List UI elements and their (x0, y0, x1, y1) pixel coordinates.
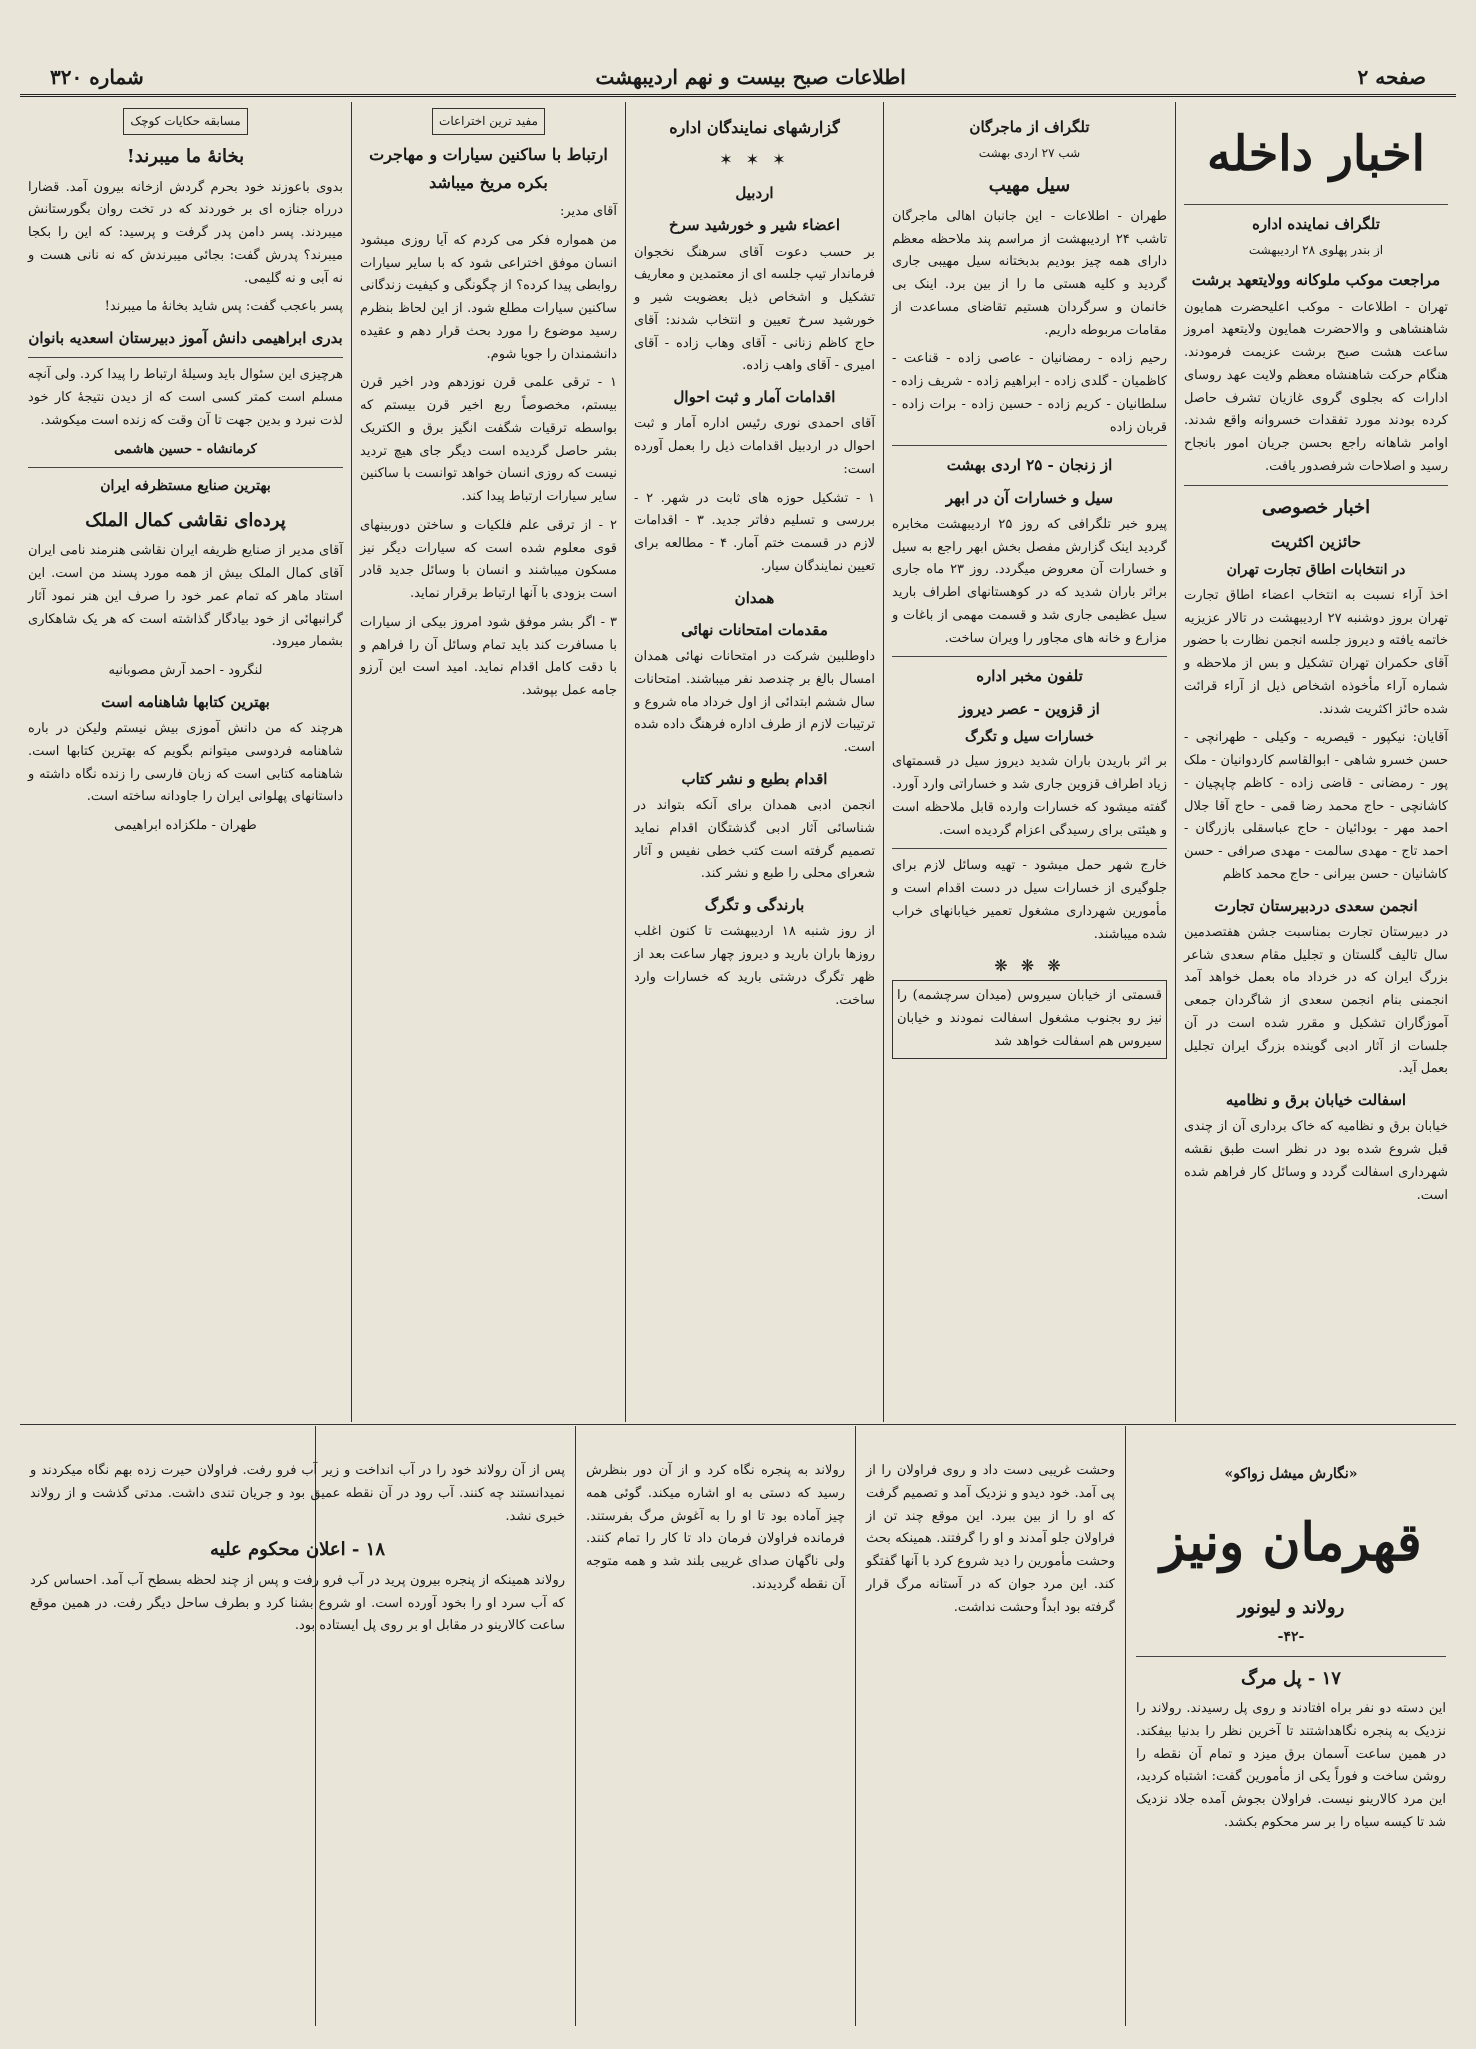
telegraph-title: مراجعت موکب ملوکانه وولایتعهد برشت (1191, 271, 1441, 290)
flood-body: طهران - اطلاعات - این جانبان اهالی ماجرگان تاشب ۲۴ اردیبهشت از مراسم پند ملاحظه معظم دارای همه چیز بودیم بدبختانه سیل مهیبی جاری گردید و کلیه هستی ما را از بین برد. اینک بی خانمان و سرگردان هستیم تقاضای مساعدت از مقامات مربوطه داریم. (892, 208, 1167, 338)
column-inventions (352, 102, 625, 1422)
inventions-title: ارتباط با ساکنین سیارات و مهاجرت بکره مریخ میباشد (369, 145, 608, 192)
serial-chapter: ۱۷ - پل مرگ (1241, 1667, 1341, 1689)
school-title: انجمن سعدی دردبیرستان تجارت (1214, 896, 1418, 915)
books-author: طهران - ملکزاده ابراهیمی (114, 818, 257, 833)
column-short-stories (20, 102, 351, 1422)
serial-col2: وحشت غریبی دست داد و روی فراولان را از پی آمد. خود دیدو و نزدیک آمد و تصمیم گرفت که او را از بین ببرد. این موقع چند تن از فراولان جلو آمدند و او را گرفتند. همینکه بحث وحشت مأمورین را دید شروع کرد با آنها گفتگو کند. این مرد جوان که در آستانه مرگ قرار گرفته بود ابداً وحشت نداشت. (866, 1463, 1115, 1615)
serial-column-3 (576, 1452, 855, 2027)
serial-col4: پس از آن رولاند خود را در آب انداخت و زیر آب فرو رفت. فراولان حیرت زده بهم نگاه میکردند و نمیدانستند چه کنند. آب رود در آن نقطه عمیق بود و جریان تندی داشت. مدتی گذشت و از رولاند خبری نشد. (30, 1463, 565, 1524)
serial-col3: رولاند به پنجره نگاه کرد و از آن دور بنظرش رسید که دستی به او اشاره میکند. گوئی همه چیز آماده بود تا او را به آغوش مرگ بفرستند. فرمانده فراولان فرمان داد تا کار را تمام کنند. ولی ناگهان صدای غریبی بلند شد و همه متوجه آن نقطه گردیدند. (586, 1463, 845, 1592)
inventions-body-4: ۳ - اگر بشر موفق شود امروز بیکی از سیارات با مسافرت کند باید تمام وسائل آن را فراهم و با دقت کامل اقدام نماید. امید است این آرزو جامه عمل بپوشد. (360, 614, 617, 698)
serial-col1: این دسته دو نفر براه افتادند و روی پل رسیدند. رولاند را نزدیک به پنجره نگاهداشتند تا آخرین نظر را بدنیا بیفکند. در همین ساعت آسمان برق میزد و تمام آن نقطه را روشن ساخت و فوراً یکی از مأمورین گفت: اشتباه کردید، این مرد کالارینو نیست. فراولان بجوش آمده جلاد نزدیک شد تا کیسه سیاه را بر سر محکوم بکشد. (1136, 1701, 1446, 1830)
ornament: ✶ ✶ ✶ (719, 150, 790, 169)
zanjan-body: پیرو خبر تلگرافی که روز ۲۵ اردیبهشت مخابره گردید اینک گزارش مفصل بخش ابهر راجع به سیل و خسارات آن معروض میگردد. روز ۲۳ ماه جاری براثر باران شدید که در کوهستانهای اطراف بارید سیل عظیمی جاری شد و قسمت مهمی از باغات و مزارع و خانه های مجاور را ویران ساخت. (892, 516, 1167, 646)
majority-names: آقایان: نیکپور - قیصریه - وکیلی - طهرانچی - حسن خسرو شاهی - ابوالقاسم کاردوانیان - ملک پور - رمضانی - قاضی زاده - کاظم چاپچیان - کاشانچی - حاج محمد رضا قمی - حاج آقا جلال احمد مهر - بودائیان - حاج عباسقلی بازرگان - احمد تاج - مهدی سالمت - مهدی صرافی - حسن کاشانیان - حسن بیرانی - حاج محمد کاظم (1184, 730, 1448, 882)
telegraph-body: تهران - اطلاعات - موکب اعلیحضرت همایون شاهنشاهی و والاحضرت همایون ولایتعهد امروز ساعت هشت صبح برشت عزیمت فرمودند. هنگام حرکت شاهنشاه معظم ولایت عهد روسای ادارات که بجلوی گروی غازیان تشرف حاصل کرده بودند مورد تفقدات خسروانه واقع شدند. اوامر شاهانه راجع بحسن جریان امور بانجاح رسید و اصلاحات شرفصدور یافت. (1184, 299, 1448, 474)
crafts-title: پرده‌ای نقاشی کمال الملک (85, 509, 286, 531)
city-body: خارج شهر حمل میشود - تهیه وسائل لازم برای جلوگیری از خسارات سیل در دست اقدام است و مأمورین شهرداری مشغول تعمیر خیابانهای خراب شده میباشند. (892, 858, 1167, 942)
zanjan-heading: از زنجان - ۲۵ اردی بهشت (946, 456, 1113, 475)
serial-title-column (1126, 1452, 1456, 2027)
exam-title: مقدمات امتحانات نهائی (681, 620, 828, 639)
serial-title: قهرمان ونیز (1160, 1511, 1422, 1573)
crafts-body: آقای مدیر از صنایع ظریفه ایران نقاشی هنرمند نامی ایران آقای کمال الملک بیش از همه مورد پسند من است. این استاد ماهر که تمام عمر خود را صرف این هنر نمود آثار گرانبهائی از خود بیادگار گذاشته است که هر یک شاهکاری بشمار میرود. (28, 543, 343, 650)
map-caption: قسمتی از خیابان سیروس (میدان سرچشمه) را نیز رو بجنوب مشغول اسفالت نمودند و خیابان سیروس هم اسفالت خواهد شد (892, 980, 1167, 1058)
books-body: هرچند که من دانش آموزی بیش نیستم ولیکن در باره شاهنامه فردوسی میتوانم بگویم که بهترین کتابها است. شاهنامه کتابی است که زبان فارسی را زنده نگاه داشته و داستانهای پهلوانی ایران را جاودانه ساخته است. (28, 721, 343, 805)
story2-author: کرمانشاه - حسین هاشمی (114, 441, 257, 457)
majority-body: اخذ آراء نسبت به انتخاب اعضاء اطاق تجارت تهران بروز دوشنبه ۲۷ اردیبهشت در تالار عزیزیه خاتمه یافته و دیروز جلسه انجمن نظارت با حضور آقای حکمران تهران تشکیل و بس از ملاحظه و شماره آراء مأخوذه اشخاص ذیل از آراء قرائت شده حائز اکثریت شدند. (1184, 587, 1449, 717)
print-title: اقدام بطبع و نشر کتاب (681, 769, 828, 788)
inventions-body-3: ۲ - از ترقی علم فلکیات و ساختن دوربینهای قوی معلوم شده است که سیارات دیگر نیز مسکون میباشند و انسان با وسائل جدید قادر است بزودی با آنها ارتباط برقرار نماید. (360, 517, 617, 601)
hail-body: از روز شنبه ۱۸ اردیبهشت تا کنون اغلب روزها باران بارید و دیروز چهار ساعت بعد از ظهر تگرگ درشتی بارید که خسارات وارد ساخت. (634, 924, 875, 1008)
private-news-heading: اخبار خصوصی (1261, 496, 1371, 518)
column-domestic-news (1176, 102, 1456, 1422)
serial-announce: ۱۸ - اعلان محکوم علیه (209, 1539, 385, 1561)
tel-heading: تلگراف از ماجرگان (969, 118, 1090, 136)
story-body: بدوی باعوزند خود بحرم گردش ازخانه بیرون آمد. قضارا درراه جنازه ای بر خوردند که در تخت روان بگورستانش میبردند. پسر دامن پدر گرفت و پرسید: که این را بکجا میبرند؟ پدرش گفت: بجائی میبرندش که نه نانی هست و نه آبی و نه گلیمی. (28, 179, 343, 286)
school-body: در دبیرستان تجارت بمناسبت جشن هفتصدمین سال تالیف گلستان و تجلیل مقام سعدی شاعر بزرگ ایران که در خرداد ماه بعمل خواهد آمد انجمنی بنام انجمن سعدی از شاگردان جمعی آموزگاران تشکیل و مقرر شده است در آن جلسات از آثار ادبی گوینده بزرگ ایران تجلیل بعمل آید. (1184, 924, 1448, 1077)
column-flood-news (884, 102, 1175, 1422)
crafts-author: لنگرود - احمد آرش مصوبانیه (108, 663, 263, 678)
print-body: انجمن ادبی همدان برای آنکه بتواند در شناسائی آثار ادبی گذشتگان اقدام نماید تصمیم گرفته است کتب خطی نفیس و آثار شعرای محلی را طبع و نشر کند. (634, 798, 875, 882)
phone-heading: تلفون مخبر اداره (976, 667, 1083, 686)
serial-byline: «نگارش میشل زواکو» (1224, 1466, 1358, 1482)
census-body: آقای احمدی نوری رئیس اداره آمار و ثبت احوال در اردبیل اقدامات ذیل را بعمل آورده است: (634, 416, 875, 477)
asphalt-body: خیابان برق و نظامیه که خاک برداری آن از چندی قبل شروع شده بود در نظر است طبق نقشه شهرداری اسفالت گردد و وسائل کار فراهم شده است. (1184, 1119, 1448, 1203)
crafts-heading: بهترین صنایع مستظرفه ایران (100, 478, 271, 495)
masthead-domestic-news: اخبار داخله (1206, 126, 1425, 182)
zanjan-title: سیل و خسارات آن در ابهر (945, 488, 1114, 507)
telegraph-date: از بندر پهلوی ۲۸ اردیبهشت (1248, 243, 1384, 258)
page-header (20, 60, 1456, 97)
newspaper-page (20, 20, 1456, 2030)
qazvin-body: بر اثر باریدن باران شدید دیروز سیل در قسمتهای زیاد اطراف قزوین جاری شد و خساراتی وارد آورد. گفته میشود که خسارات وارده قابل ملاحظه است و هیئتی برای رسیدگی اعزام گردیده است. (892, 754, 1167, 838)
qazvin-subtitle: خسارات سیل و تگرگ (964, 728, 1095, 745)
inventions-body-1: من همواره فکر می کردم که آیا روزی میشود انسان موفق اختراعی شود که با سایر سیارات روابطی پیدا کرده؟ از چگونگی و کیفیت زندگانی ساکنین سیارات مطلع شود. از این لحاظ بنظرم رسید موضوع را مورد بحث قرار دهم و عقیده دانشمندان را جویا شوم. (360, 232, 617, 362)
telegraph-heading: تلگراف نماینده اداره (1252, 215, 1380, 233)
flood-names: رحیم زاده - رمضانیان - عاصی زاده - قناعت - کاظمیان - گلدی زاده - ابراهیم زاده - شریف زاده - سلطانیان - کریم زاده - حسین زاده - برات زاده - قربان زاده (892, 351, 1167, 435)
serial-part: -۴۲- (1277, 1629, 1305, 1645)
census-title: اقدامات آمار و ثبت احوال (673, 388, 836, 406)
flood-title: سیل مهیب (988, 175, 1071, 197)
serial-subtitle: رولاند و لیونور (1237, 1596, 1345, 1618)
inventions-body-2: ۱ - ترقی علمی قرن نوزدهم ودر اخیر قرن بیستم، مخصوصاً ربع اخیر قرن بیستم که بواسطه ترقیات شگفت انگیز برق و الکتریک بشر حاصل گردیده است دیگر جای هیچ تردید نیست که روزی انسان خواهد توانست با ساکنین سایر سیارات ارتباط پیدا کند. (360, 375, 617, 504)
story-author: بدری ابراهیمی دانش آموز دبیرستان اسعدیه بانوان (28, 329, 343, 347)
ornament: ❋ ❋ ❋ (994, 956, 1065, 976)
reports-heading: گزارشهای نمایندگان اداره (669, 118, 840, 137)
serial-column-2 (856, 1452, 1125, 2027)
hail-title: بارندگی و تگرگ (704, 896, 805, 914)
qazvin-title: از قزوین - عصر دیروز (959, 699, 1100, 718)
story-title: بخانهٔ ما میبرند! (126, 146, 245, 167)
ardabil-heading: اردبیل (735, 184, 774, 202)
exam-body: داوطلبین شرکت در امتحانات نهائی همدان امسال بالغ بر چندصد نفر میباشند. امتحانات سال ششم ابتدائی از اول خرداد ماه شروع و ترتیبات لازم از طرف اداره فرهنگ داده شده است. (634, 649, 875, 755)
majority-subtitle: در انتخابات اطاق تجارت تهران (1226, 562, 1406, 579)
paper-title: اطلاعات صبح بیست و نهم اردیبهشت (595, 65, 906, 89)
story2-body: هرچیزی این سئوال باید وسیلهٔ ارتباط را پیدا کرد. ولی آنچه مسلم است کمتر کسی است که از دیدن نتیجهٔ کار خود لذت نبرد و بدین جهت تا آن وقت که زنده است میکوشد. (28, 367, 343, 428)
story-answer: پسر باعجب گفت: پس شاید بخانهٔ ما میبرند! (104, 299, 343, 315)
column-reports (626, 102, 883, 1422)
serial-col4b: رولاند همینکه از پنجره بیرون پرید در آب فرو رفت و پس از چند لحظه بسطح آب آمد. احساس کرد که آب سرد او را بخود آورده است. او شروع بشنا کرد و بطرف ساحل دیگر رفت. در همین موقع ساعت کالارینو در مقابل او بر روی پل ایستاده بود. (30, 1572, 565, 1634)
contest-heading: مسابقه حکایات کوچک (123, 108, 247, 135)
serial-column-4 (20, 1452, 575, 2027)
fold-rule (20, 1424, 1456, 1425)
inventions-heading: مفید ترین اختراعات (432, 108, 545, 135)
books-title: بهترین کتابها شاهنامه است (101, 692, 270, 711)
issue-number: شماره ۳۲۰ (50, 65, 144, 89)
majority-title: حائزین اکثریت (1270, 533, 1362, 551)
page-number: صفحه ۲ (1357, 65, 1426, 89)
inventions-editor: آقای مدیر: (559, 204, 617, 219)
tel-date: شب ۲۷ اردی بهشت (978, 146, 1081, 161)
ardabil-title: اعضاء شیر و خورشید سرخ (668, 216, 840, 235)
census-items: ۱ - تشکیل حوزه های ثابت در شهر. ۲ - بررسی و تسلیم دفاتر جدید. ۳ - اقدامات لازم در قسمت ختم آمار. ۴ - مطالعه برای تعیین نمایندگان سیار. (634, 490, 875, 574)
ardabil-body: بر حسب دعوت آقای سرهنگ نخجوان فرماندار تیپ جلسه ای از معتمدین و معاریف تشکیل و اشخاص ذیل بعضویت شیر و خورشید سرخ تعیین و انتخاب شدند: آقای حاج کاظم زنانی - آقای وهاب زاده - آقای امیری - آقای واهب زاده. (634, 244, 875, 374)
hamadan-heading: همدان (734, 588, 775, 607)
asphalt-title: اسفالت خیابان برق و نظامیه (1225, 1091, 1407, 1109)
